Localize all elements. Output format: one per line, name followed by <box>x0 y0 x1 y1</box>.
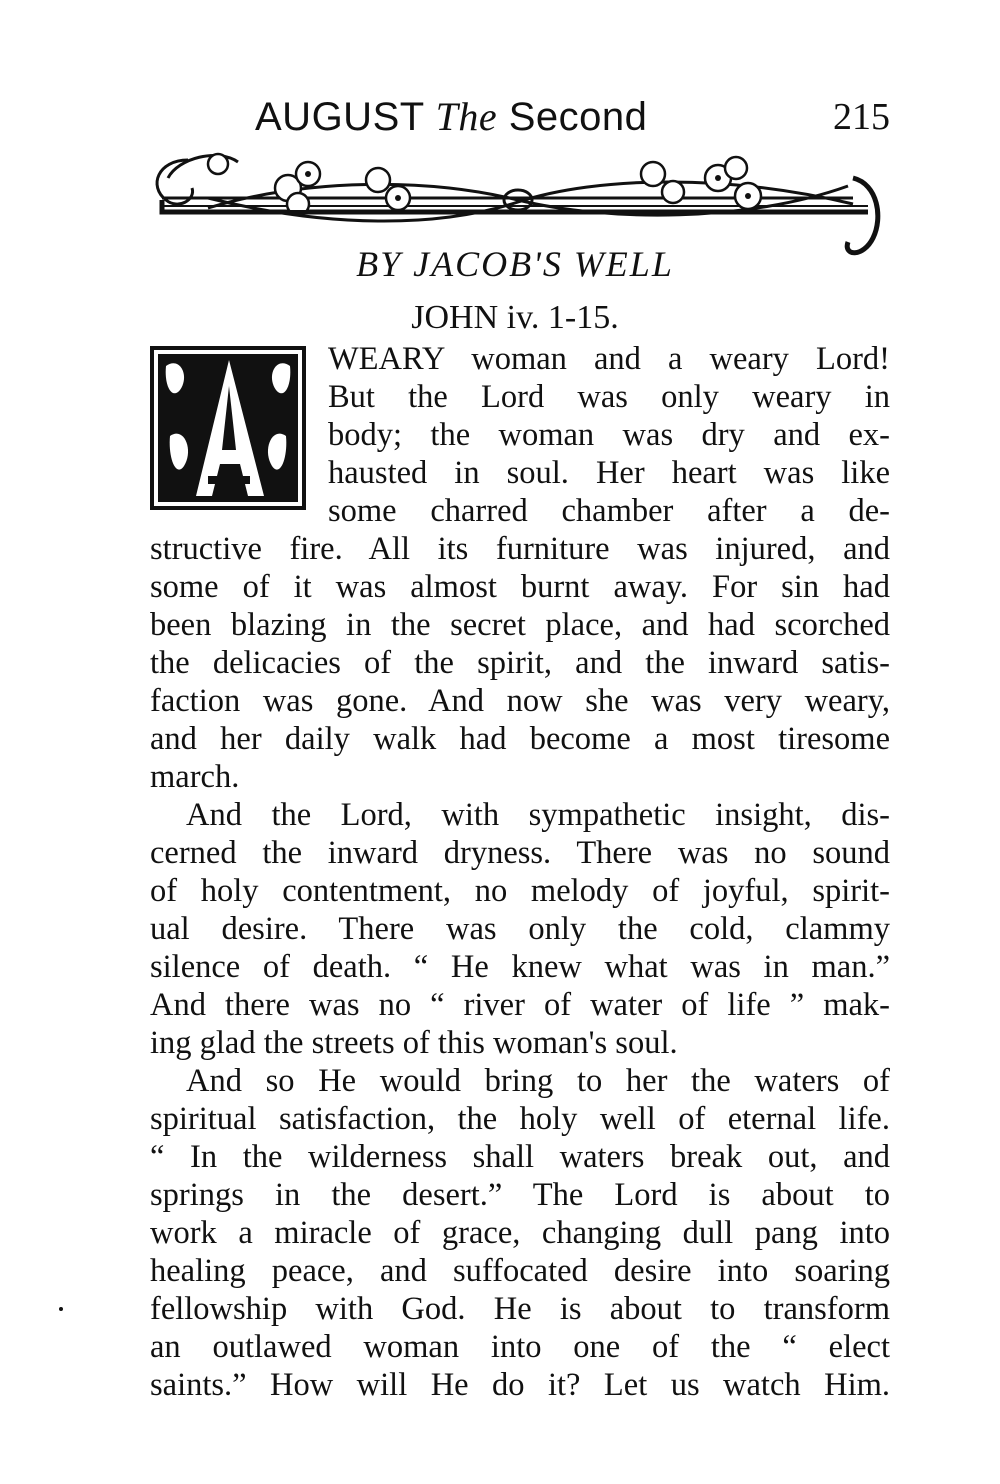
paragraph-2 <box>150 796 890 1062</box>
text-line: And there was no “ river of water of life ” mak- <box>150 987 890 1023</box>
scripture-reference: JOHN iv. 1-15. <box>411 299 619 336</box>
text-line: body; the woman was dry and ex- <box>328 417 890 453</box>
text-line: ing glad the streets of this woman's soul. <box>150 1025 678 1061</box>
text-line: and her daily walk had become a most tiresome <box>150 721 890 757</box>
paragraph-3 <box>150 1062 890 1404</box>
text-line: springs in the desert.” The Lord is about to <box>150 1177 890 1213</box>
text-line: work a miracle of grace, changing dull pang into <box>150 1215 890 1251</box>
text-line: cerned the inward dryness. There was no sound <box>150 835 890 871</box>
header-article: The <box>435 94 498 139</box>
text-line: fellowship with God. He is about to transform <box>150 1291 890 1327</box>
text-line: the delicacies of the spirit, and the inward satis- <box>150 645 890 681</box>
text-line: march. <box>150 759 240 795</box>
text-line: And so He would bring to her the waters of <box>186 1063 890 1099</box>
text-line: saints.” How will He do it? Let us watch Him. <box>150 1367 890 1403</box>
text-line: spiritual satisfaction, the holy well of eternal life. <box>150 1101 890 1137</box>
text-line: But the Lord was only weary in <box>328 379 890 415</box>
body-text <box>150 340 890 1404</box>
running-header <box>150 92 890 142</box>
text-line: ual desire. There was only the cold, clammy <box>150 911 890 947</box>
text-line: of holy contentment, no melody of joyful, spirit- <box>150 873 890 909</box>
text-line: faction was gone. And now she was very weary, <box>150 683 890 719</box>
text-line: WEARY woman and a weary Lord! <box>328 341 890 377</box>
text-line: hausted in soul. Her heart was like <box>328 455 890 491</box>
header-title <box>255 92 647 142</box>
header-day: Second <box>508 95 648 139</box>
text-line: some of it was almost burnt away. For sin had <box>150 569 890 605</box>
page-number: 215 <box>833 96 890 138</box>
text-line: some charred chamber after a de- <box>328 493 890 529</box>
text-line: healing peace, and suffocated desire into soaring <box>150 1253 890 1289</box>
text-line: And the Lord, with sympathetic insight, dis- <box>186 797 890 833</box>
text-line: been blazing in the secret place, and had scorched <box>150 607 890 643</box>
header-month: AUGUST <box>255 95 424 139</box>
paragraph-1 <box>150 340 890 796</box>
text-line: “ In the wilderness shall waters break out, and <box>150 1139 890 1175</box>
chapter-title: BY JACOB'S WELL <box>356 244 674 284</box>
text-line: structive fire. All its furniture was injured, and <box>150 531 890 567</box>
text-line: silence of death. “ He knew what was in man.” <box>150 949 890 985</box>
print-speck-icon <box>58 1306 64 1312</box>
text-line: an outlawed woman into one of the “ elect <box>150 1329 890 1365</box>
